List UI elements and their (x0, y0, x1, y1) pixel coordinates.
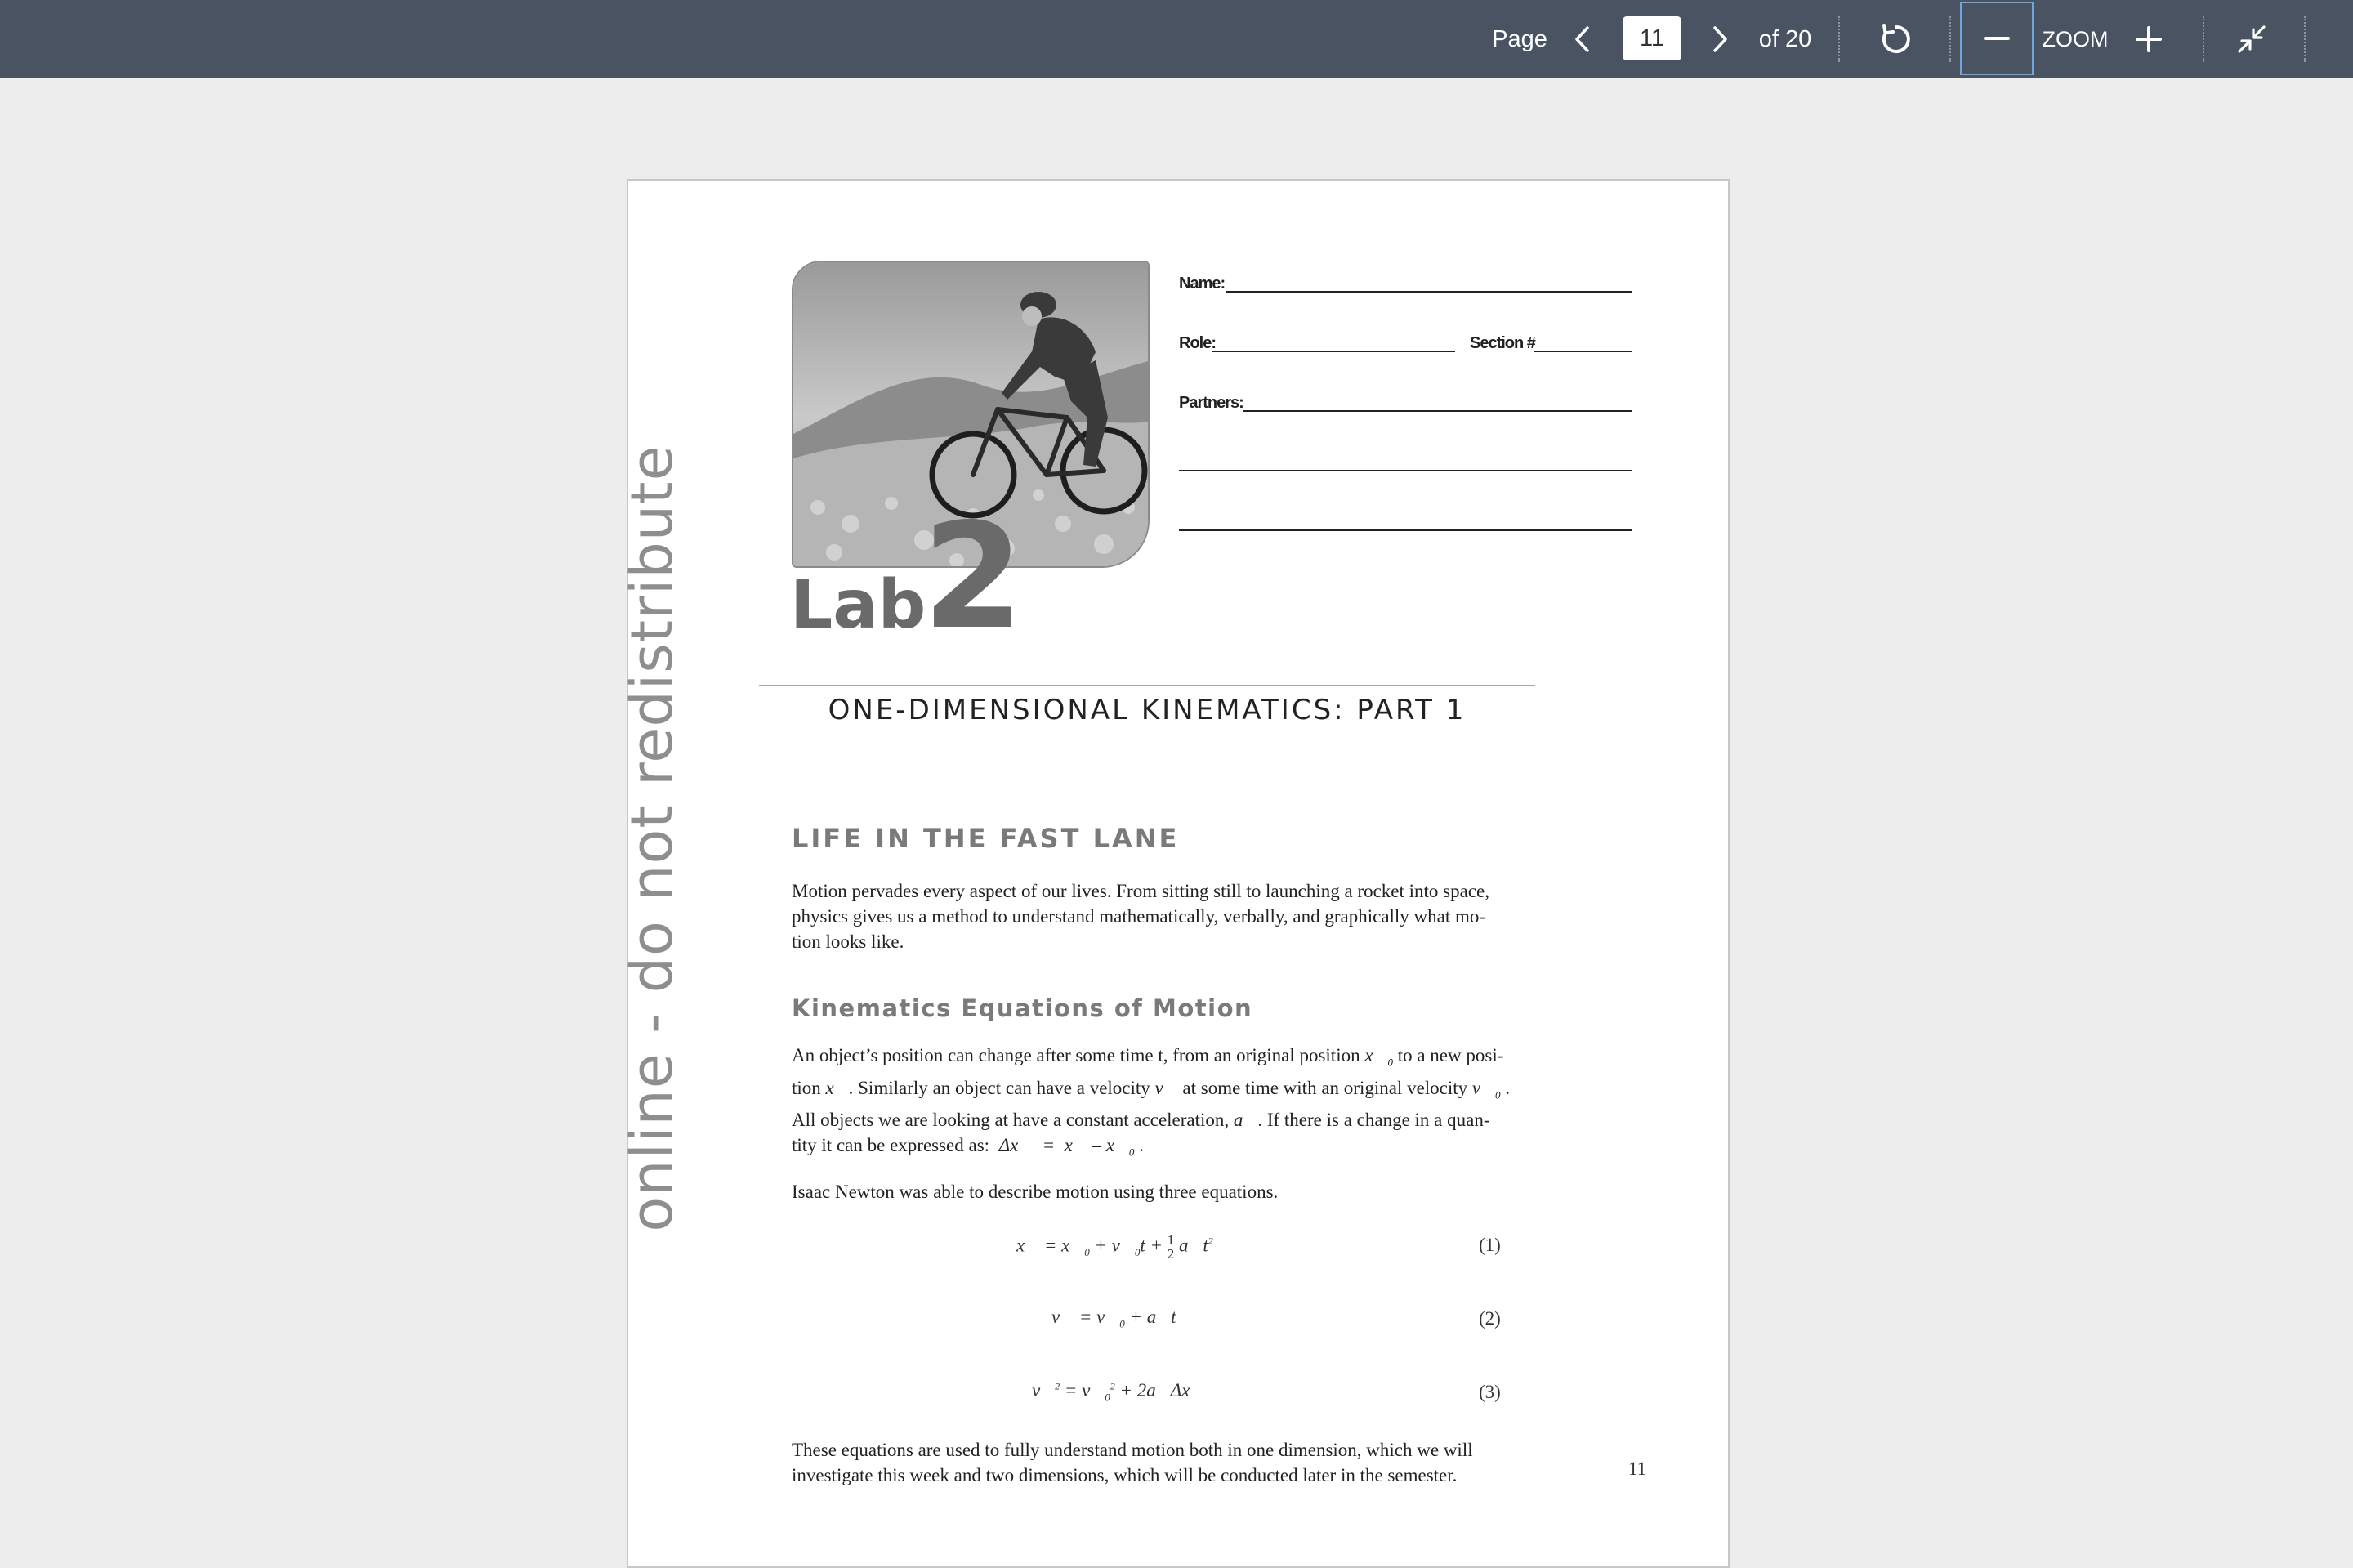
partners-line-2 (1179, 470, 1632, 471)
role-label: Role: (1179, 334, 1216, 352)
equation-2: v⃗ = $v⃗_0$ + a⃗t (1051, 1307, 1176, 1330)
lab-word: Lab (790, 566, 926, 644)
text-line: investigate this week and two dimensions, which will be conducted later in the semester. (792, 1465, 1458, 1485)
page-number: 11 (1628, 1459, 1647, 1479)
math-x: x⃗ (825, 1077, 849, 1098)
section-heading: LIFE IN THE FAST LANE (792, 823, 1180, 854)
toolbar-separator (1949, 16, 1951, 62)
zoom-in-button[interactable] (2131, 0, 2167, 78)
exit-fullscreen-button[interactable] (2234, 0, 2270, 78)
toolbar-separator (2304, 16, 2306, 62)
toolbar-separator (2203, 16, 2204, 62)
text-fragment: . If there is a change in a quan- (1257, 1110, 1490, 1131)
text-line (792, 1043, 1511, 1075)
text-fragment: at some time with an original velocity (1182, 1077, 1468, 1098)
math-x0: $x⃗_0$ (1364, 1045, 1393, 1069)
text-line: Motion pervades every aspect of our lives. From sitting still to launching a rocket into space, (792, 881, 1489, 901)
subheading: Kinematics Equations of Motion (792, 994, 1253, 1022)
equation-1: x⃗ = $x⃗_0$ + $v⃗_0t + 1$ 2 $a⃗t^2$ (1016, 1232, 1213, 1262)
name-label: Name: (1179, 275, 1226, 293)
equation-number: (1) (1479, 1235, 1501, 1255)
lab-number: 2 (922, 492, 1024, 661)
zoom-out-button[interactable] (1960, 2, 2034, 75)
page-total: of 20 (1758, 25, 1812, 52)
equation-3: v⃗$^2$ = $v⃗_0^2$ + 2a⃗Δx⃗ (1032, 1380, 1205, 1404)
pdf-toolbar (0, 0, 2353, 78)
text-fragment: tion (792, 1077, 821, 1098)
text-line: tity it can be expressed as: Δx⃗ = x⃗ – $x⃗_0$ . (792, 1135, 1144, 1159)
text-line: Isaac Newton was able to describe motion using three equations. (792, 1182, 1279, 1202)
text-fragment: All objects we are looking at have a constant acceleration, (792, 1110, 1230, 1131)
math-delta-x: Δx⃗ = x⃗ – $x⃗_0$ (993, 1135, 1135, 1159)
text-fragment: to a new posi- (1397, 1045, 1504, 1065)
watermark-text: online - do not redistribute (618, 444, 685, 1232)
text-fragment: . Similarly an object can have a velocity (848, 1077, 1150, 1098)
math-a: a⃗ (1233, 1110, 1258, 1131)
next-page-button[interactable] (1704, 0, 1737, 78)
pdf-page (627, 179, 1730, 1568)
math-v: v⃗ (1154, 1077, 1178, 1098)
intro-paragraph (792, 878, 1511, 954)
text-line: tion looks like. (792, 931, 904, 952)
math-v0: $v⃗_0$ (1471, 1077, 1501, 1101)
equation-number: (3) (1479, 1382, 1501, 1402)
newton-paragraph (792, 1179, 1511, 1204)
minus-icon (1984, 36, 2010, 41)
text-line: tion x⃗. Similarly an object can have a velocity v⃗ at some time with an original velocity $v⃗_0$ . (792, 1077, 1511, 1101)
text-line (792, 1107, 1511, 1132)
page-number-input[interactable] (1623, 16, 1681, 60)
page-label: Page (1492, 25, 1547, 52)
prev-page-button[interactable] (1565, 0, 1598, 78)
document-viewer[interactable] (0, 78, 2353, 1485)
section-line (1534, 351, 1632, 352)
equation-number: (2) (1479, 1308, 1501, 1329)
collapse-icon (2237, 25, 2266, 54)
text-fragment: An object’s position can change after some time t, from an original position (792, 1045, 1360, 1065)
plus-icon (2135, 25, 2163, 53)
text-line: physics gives us a method to understand mathematically, verbally, and graphically what mo- (792, 906, 1486, 927)
title-rule (759, 685, 1535, 686)
closing-paragraph (792, 1437, 1511, 1488)
partners-label: Partners: (1179, 394, 1243, 412)
name-line (1226, 291, 1632, 293)
chevron-left-icon (1573, 25, 1591, 53)
text-fragment: tity it can be expressed as: (792, 1135, 990, 1156)
partners-line-3 (1179, 529, 1632, 531)
kinematics-paragraph (792, 1043, 1511, 1165)
role-line (1212, 351, 1455, 352)
rotate-button[interactable] (1876, 0, 1917, 78)
chapter-title: ONE-DIMENSIONAL KINEMATICS: PART 1 (828, 694, 1467, 726)
toolbar-separator (1838, 16, 1840, 62)
partners-line (1243, 410, 1632, 412)
zoom-label: ZOOM (2042, 26, 2109, 51)
rotate-icon (1879, 22, 1913, 56)
chevron-right-icon (1712, 25, 1730, 53)
text-line: These equations are used to fully understand motion both in one dimension, which we will (792, 1440, 1473, 1460)
section-label: Section # (1470, 334, 1535, 352)
